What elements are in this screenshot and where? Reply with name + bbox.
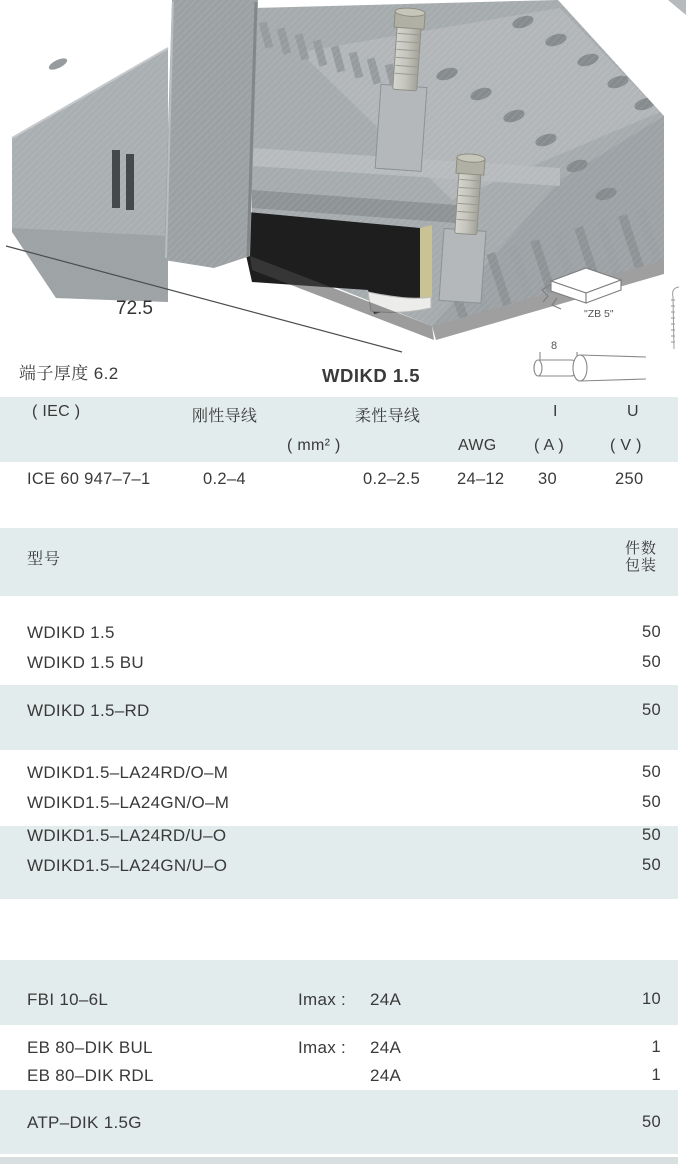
spec-standard-value: ICE 60 947–7–1 xyxy=(27,470,151,488)
spec-header-row1 xyxy=(0,403,686,425)
accessory-row xyxy=(0,1038,686,1060)
param-label: Imax : xyxy=(298,1038,347,1057)
strip-length-label: 8 xyxy=(551,340,558,352)
spec-flexible-value: 0.2–2.5 xyxy=(363,470,421,488)
model-header-band xyxy=(0,528,678,596)
spec-rigid-header: 刚性导线 xyxy=(192,408,258,425)
qty-value: 1 xyxy=(651,1066,661,1084)
spec-volt-unit: ( V ) xyxy=(610,437,642,454)
wire-strip-icon xyxy=(534,352,646,381)
model-row xyxy=(0,793,686,815)
model-row xyxy=(0,826,686,848)
spec-mm2-unit: ( mm² ) xyxy=(287,437,341,454)
spec-current-header: I xyxy=(553,403,558,420)
model-name: WDIKD 1.5–RD xyxy=(27,701,150,720)
zb5-label: "ZB 5" xyxy=(584,308,614,320)
product-title: WDIKD 1.5 xyxy=(322,365,421,386)
qty-header-line2: 包装 xyxy=(624,557,657,574)
model-name: WDIKD 1.5 xyxy=(27,623,115,642)
side-plate xyxy=(12,48,168,302)
param-value: 24A xyxy=(370,1038,402,1057)
model-name: WDIKD 1.5 BU xyxy=(27,653,144,672)
qty-value: 10 xyxy=(642,990,661,1008)
qty-value: 50 xyxy=(642,826,661,844)
model-name: ATP–DIK 1.5G xyxy=(27,1113,142,1132)
qty-column-header xyxy=(625,540,657,574)
spec-flexible-header: 柔性导线 xyxy=(355,408,421,425)
model-name: EB 80–DIK RDL xyxy=(27,1066,154,1085)
page-edge-strip xyxy=(0,1157,678,1164)
spec-header-row2 xyxy=(0,437,686,459)
spec-awg-unit: AWG xyxy=(458,437,497,454)
qty-value: 50 xyxy=(642,856,661,874)
dimension-label: 72.5 xyxy=(116,298,153,319)
spec-data-row xyxy=(0,470,686,492)
model-column-header: 型号 xyxy=(27,551,62,568)
accessory-row xyxy=(0,990,686,1012)
model-name: WDIKD1.5–LA24RD/U–O xyxy=(27,826,227,845)
spec-voltage-header: U xyxy=(627,403,639,420)
model-row xyxy=(0,623,686,645)
accessory-row xyxy=(0,1066,686,1088)
model-row xyxy=(0,856,686,878)
cutoff-sketch-right-edge xyxy=(671,287,679,349)
model-row xyxy=(0,701,686,723)
model-name: WDIKD1.5–LA24GN/O–M xyxy=(27,793,230,812)
spec-current-value: 30 xyxy=(538,470,557,488)
qty-value: 50 xyxy=(642,701,661,719)
model-name: WDIKD1.5–LA24GN/U–O xyxy=(27,856,228,875)
qty-value: 50 xyxy=(642,623,661,641)
qty-value: 1 xyxy=(651,1038,661,1056)
model-row xyxy=(0,763,686,785)
spec-voltage-value: 250 xyxy=(615,470,644,488)
qty-value: 50 xyxy=(642,653,661,671)
qty-value: 50 xyxy=(642,1113,661,1131)
spec-amp-unit: ( A ) xyxy=(534,437,564,454)
spec-rigid-value: 0.2–4 xyxy=(203,470,246,488)
adjacent-photo-corner xyxy=(668,0,686,15)
model-name: EB 80–DIK BUL xyxy=(27,1038,153,1057)
param-value: 24A xyxy=(370,990,402,1009)
accessory-row xyxy=(0,1113,686,1135)
product-photo xyxy=(0,0,686,395)
spec-standard-header: ( IEC ) xyxy=(32,403,81,420)
qty-value: 50 xyxy=(642,763,661,781)
param-value: 24A xyxy=(370,1066,402,1085)
spec-awg-value: 24–12 xyxy=(457,470,505,488)
model-name: FBI 10–6L xyxy=(27,990,109,1009)
qty-value: 50 xyxy=(642,793,661,811)
model-name: WDIKD1.5–LA24RD/O–M xyxy=(27,763,229,782)
model-row xyxy=(0,653,686,675)
qty-header-line1: 件数 xyxy=(624,540,657,557)
center-panel xyxy=(164,0,258,268)
terminal-thickness-label: 端子厚度 6.2 xyxy=(19,364,119,383)
param-label: Imax : xyxy=(298,990,347,1009)
